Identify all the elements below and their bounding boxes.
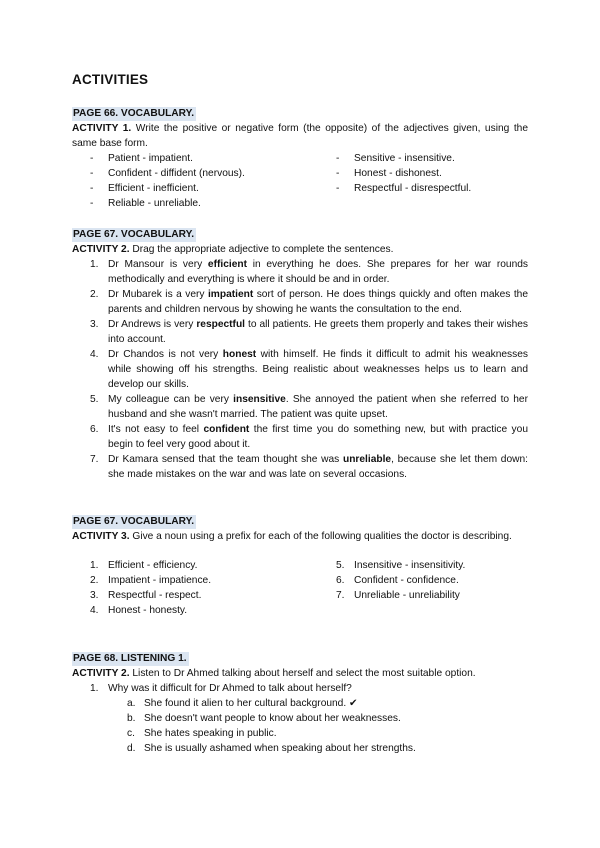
list-item: 5. Insensitive - insensitivity. bbox=[336, 560, 466, 571]
sentence-list bbox=[72, 257, 528, 482]
section-vocab-67-a bbox=[72, 227, 528, 482]
activity-label: ACTIVITY 2. bbox=[72, 244, 130, 255]
option-b[interactable]: b. She doesn't want people to know about her weaknesses. bbox=[127, 713, 401, 724]
option-c[interactable]: c. She hates speaking in public. bbox=[127, 728, 277, 739]
section-heading: PAGE 66. VOCABULARY. bbox=[73, 108, 195, 119]
section-vocab-67-b bbox=[72, 514, 528, 633]
list-item: 7. Unreliable - unreliability bbox=[336, 590, 460, 601]
list-item: - Honest - dishonest. bbox=[336, 168, 442, 179]
activity-instruction bbox=[72, 242, 528, 257]
list-item: 4. Dr Chandos is not very honest with himself. He finds it difficult to admit his weaknesses while showing off his strengths. Being realistic about weaknesses helps us to learn and develop our skills. bbox=[90, 349, 529, 390]
activity-instruction bbox=[72, 529, 528, 544]
list-item: 5. My colleague can be very insensitive. She annoyed the patient when she referred to her husband and she wasn't married. The patient was quite upset. bbox=[90, 394, 528, 420]
list-item: - Reliable - unreliable. bbox=[90, 198, 201, 209]
list-item: 6. It's not easy to feel confident the first time you do something new, but with practice you begin to feel very good about it. bbox=[90, 424, 528, 450]
list-item: 2. Dr Mubarek is a very impatient sort of person. He does things quickly and often makes the parents and children nervous by showing he wants the consultation to the end. bbox=[90, 289, 529, 315]
section-heading: PAGE 67. VOCABULARY. bbox=[73, 229, 195, 240]
section-heading: PAGE 68. LISTENING 1. bbox=[73, 653, 187, 664]
list-item: - Efficient - inefficient. bbox=[90, 183, 199, 194]
word-pairs bbox=[72, 151, 528, 211]
list-item: 1. Dr Mansour is very efficient in everything he does. She prepares for her war rounds methodically and everything is where it should be and in order. bbox=[90, 259, 528, 285]
instruction-text: Drag the appropriate adjective to complete the sentences. bbox=[129, 244, 394, 255]
list-item: 3. Respectful - respect. bbox=[90, 590, 202, 601]
noun-list bbox=[72, 558, 528, 633]
option-d[interactable]: d. She is usually ashamed when speaking about her strengths. bbox=[127, 743, 416, 754]
question: 1. Why was it difficult for Dr Ahmed to talk about herself? bbox=[90, 683, 352, 694]
section-vocab-66 bbox=[72, 106, 528, 211]
list-item: 6. Confident - confidence. bbox=[336, 575, 459, 586]
option-a[interactable]: a. She found it alien to her cultural background. ✔ bbox=[127, 698, 358, 709]
list-item: 4. Honest - honesty. bbox=[90, 605, 188, 616]
list-item: 7. Dr Kamara sensed that the team thought she was unreliable, because she let them down: she made mistakes on the war and was late on several occasions. bbox=[90, 454, 528, 480]
list-item: 2. Impatient - impatience. bbox=[90, 575, 212, 586]
activity-instruction bbox=[72, 121, 528, 151]
instruction-text: Listen to Dr Ahmed talking about herself and select the most suitable option. bbox=[129, 668, 476, 679]
list-item: - Confident - diffident (nervous). bbox=[90, 168, 245, 179]
activity-instruction bbox=[72, 666, 528, 681]
activity-label: ACTIVITY 1. bbox=[72, 123, 132, 134]
activity-label: ACTIVITY 2. bbox=[72, 668, 130, 679]
section-heading: PAGE 67. VOCABULARY. bbox=[73, 516, 195, 527]
list-item: - Patient - impatient. bbox=[90, 153, 193, 164]
list-item: 3. Dr Andrews is very respectful to all patients. He greets them properly and takes their wishes into account. bbox=[90, 319, 528, 345]
list-item: - Respectful - disrespectful. bbox=[336, 183, 472, 194]
instruction-text: Give a noun using a prefix for each of the following qualities the doctor is describing. bbox=[129, 531, 512, 542]
list-item: - Sensitive - insensitive. bbox=[336, 153, 455, 164]
list-item: 1. Efficient - efficiency. bbox=[90, 560, 198, 571]
checkmark-icon: ✔ bbox=[349, 698, 358, 709]
section-listening-68 bbox=[72, 651, 528, 756]
page-title: ACTIVITIES bbox=[72, 72, 149, 87]
instruction-text: Write the positive or negative form (the opposite) of the adjectives given, using the same base form. bbox=[72, 123, 528, 149]
activity-label: ACTIVITY 3. bbox=[72, 531, 130, 542]
